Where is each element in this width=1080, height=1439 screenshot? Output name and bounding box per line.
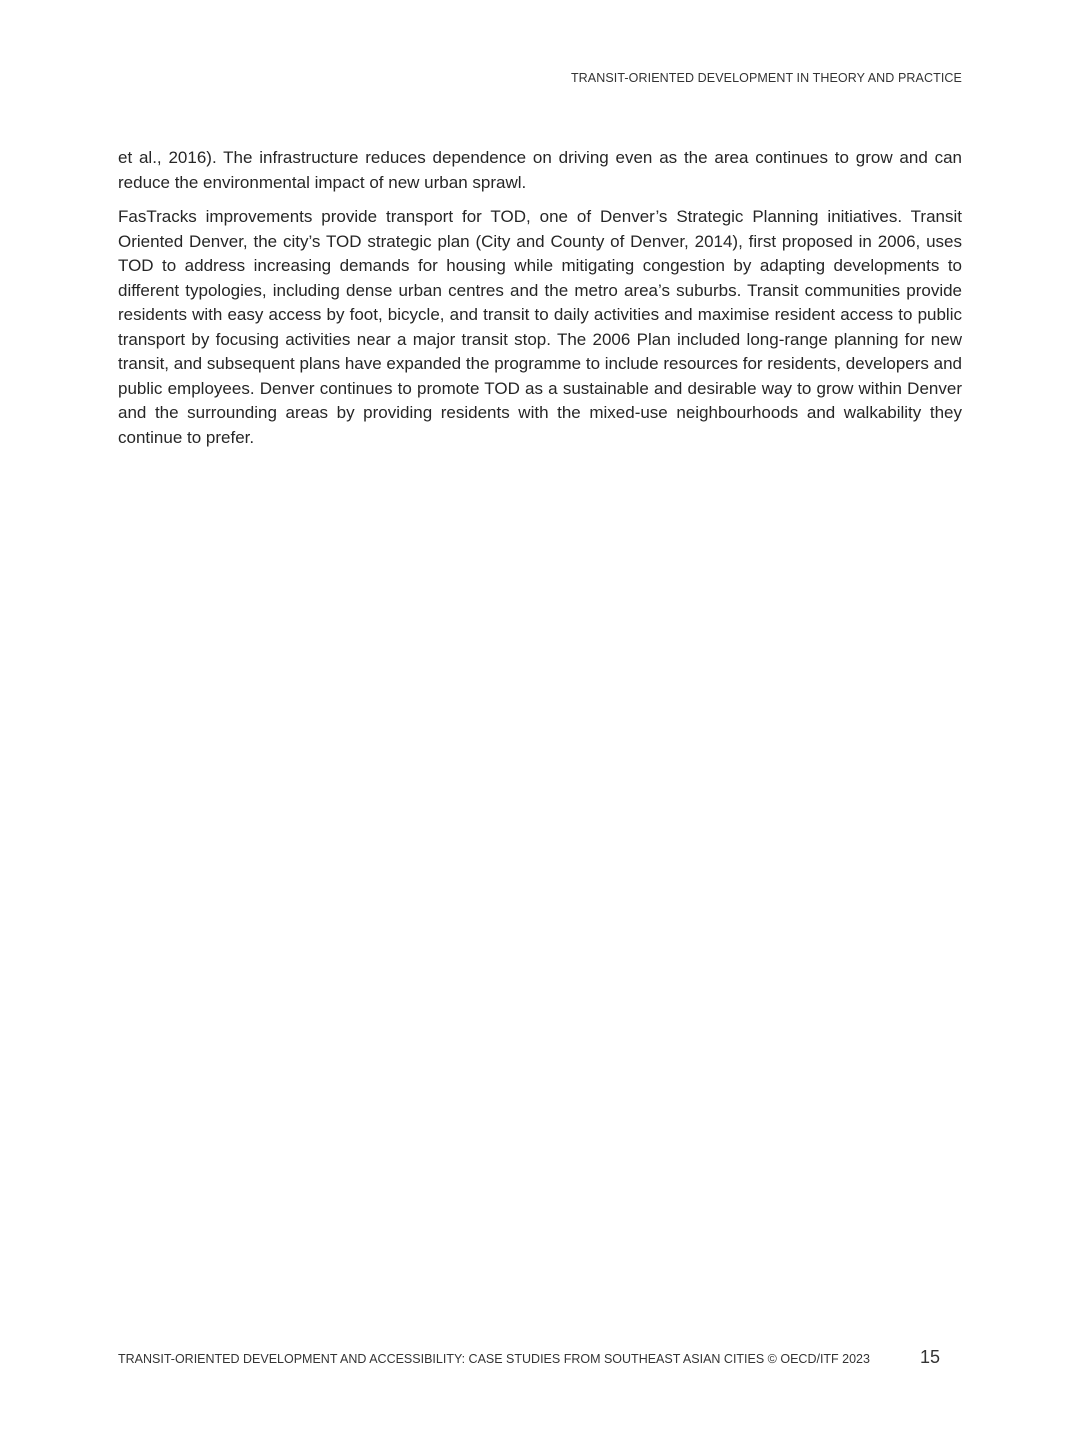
running-header: TRANSIT-ORIENTED DEVELOPMENT IN THEORY AND PRACTICE bbox=[570, 71, 962, 85]
body-text bbox=[118, 146, 962, 460]
paragraph-fastracks: FasTracks improvements provide transport for TOD, one of Denver’s Strategic Planning initiatives. Transit Oriented Denver, the city’s TOD strategic plan (City and County of Denver, 2014), first proposed in 2006, uses TOD to address increasing demands for housing while mitigating congestion by adapting developments to different typologies, including dense urban centres and the metro area’s suburbs. Transit communities provide residents with easy access by foot, bicycle, and transit to daily activities and maximise resident access to public transport by focusing activities near a major transit stop. The 2006 Plan included long-range planning for new transit, and subsequent plans have expanded the programme to include resources for residents, developers and public employees. Denver continues to promote TOD as a sustainable and desirable way to grow within Denver and the surrounding areas by providing residents with the mixed-use neighbourhoods and walkability they continue to prefer. bbox=[118, 207, 962, 447]
page-number: 15 bbox=[920, 1347, 941, 1367]
footer-publication: TRANSIT-ORIENTED DEVELOPMENT AND ACCESSIBILITY: CASE STUDIES FROM SOUTHEAST ASIAN CITIES © OECD/ITF 2023 bbox=[118, 1352, 870, 1366]
paragraph-continuation: et al., 2016). The infrastructure reduces dependence on driving even as the area continues to grow and can reduce the environmental impact of new urban sprawl. bbox=[118, 148, 962, 192]
